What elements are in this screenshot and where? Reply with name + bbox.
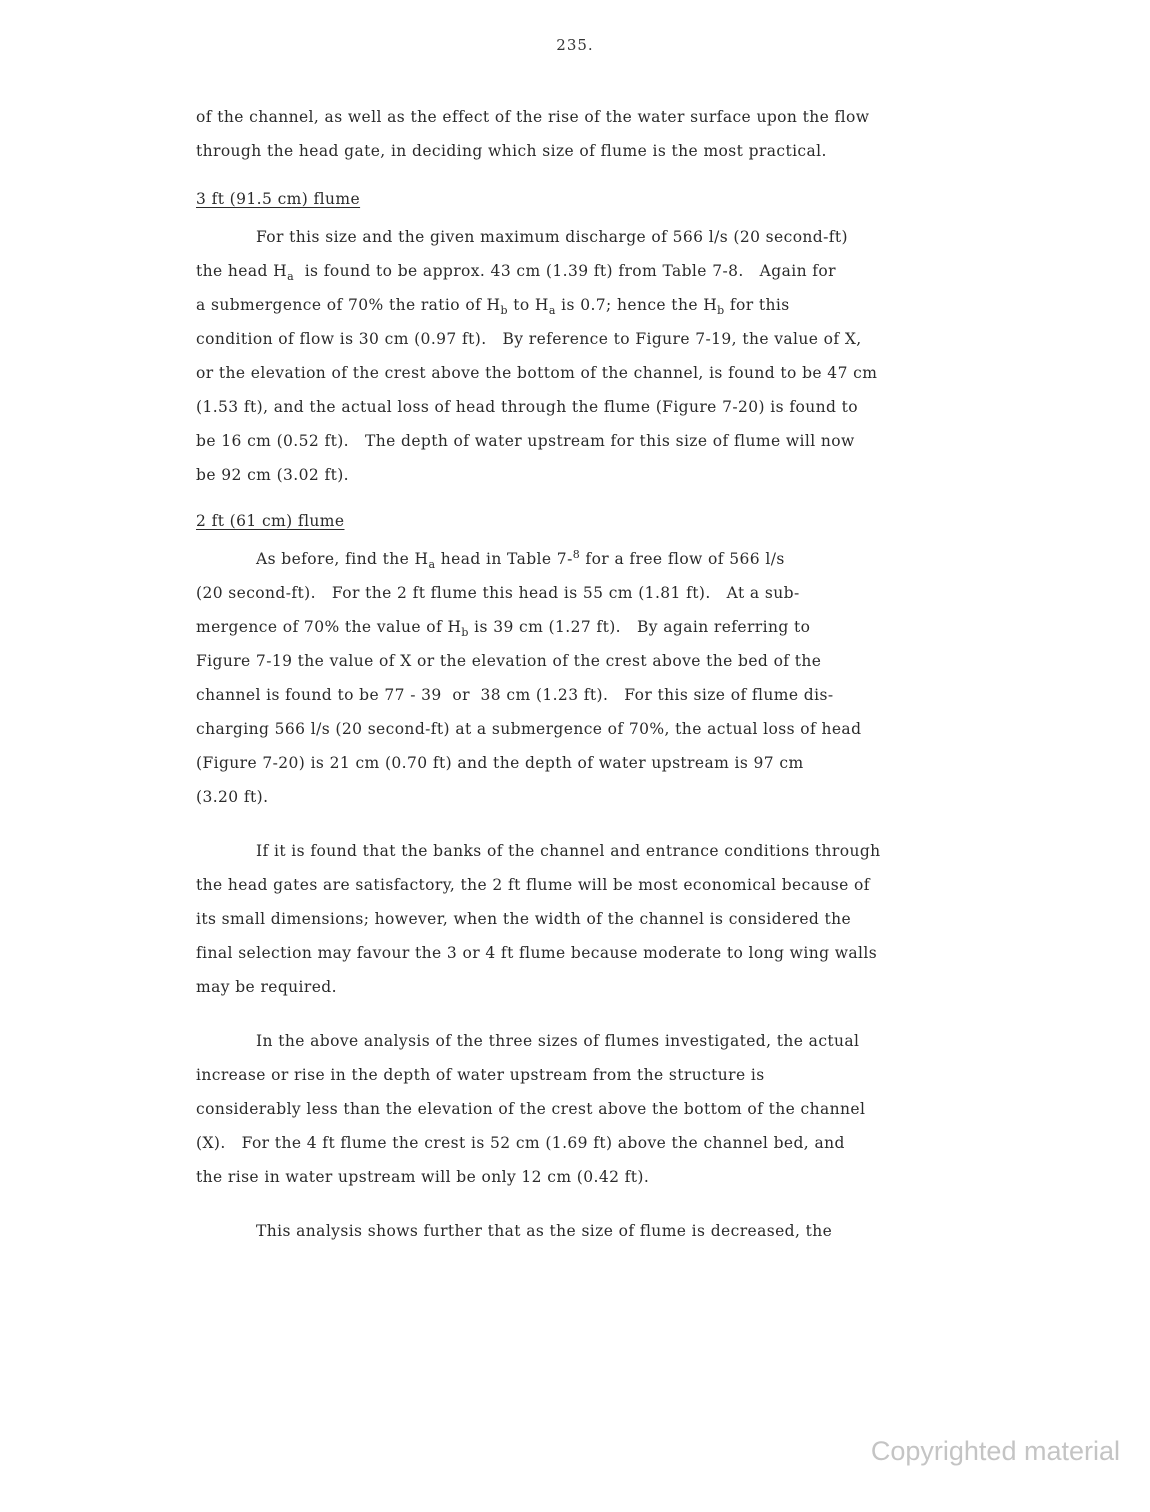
section-3ft-paragraph — [196, 220, 1026, 492]
banks-paragraph — [196, 834, 1026, 1004]
text-line: mergence of 70% the value of $H_b$ is 39 cm (1.27 ft). By again referring to — [196, 618, 811, 639]
text-line: condition of flow is 30 cm (0.97 ft). By reference to Figure 7-19, the value of X, — [196, 330, 862, 348]
text-line: or the elevation of the crest above the bottom of the channel, is found to be 47 cm — [196, 364, 878, 382]
final-paragraph — [196, 1214, 1026, 1248]
text-line: (1.53 ft), and the actual loss of head through the flume (Figure 7-20) is found to — [196, 398, 858, 416]
text-line: In the above analysis of the three sizes of flumes investigated, the actual — [256, 1032, 860, 1050]
text-line: be 16 cm (0.52 ft). The depth of water upstream for this size of flume will now — [196, 432, 855, 450]
text-line: (20 second-ft). For the 2 ft flume this head is 55 cm (1.81 ft). At a sub- — [196, 584, 800, 602]
analysis-paragraph — [196, 1024, 1026, 1194]
text-line: If it is found that the banks of the channel and entrance conditions through — [256, 842, 881, 860]
text-line: final selection may favour the 3 or 4 ft flume because moderate to long wing walls — [196, 944, 878, 962]
text-line: This analysis shows further that as the size of flume is decreased, the — [256, 1222, 833, 1240]
text-line: be 92 cm (3.02 ft). — [196, 466, 350, 484]
text-line: For this size and the given maximum discharge of 566 l/s (20 second-ft) — [256, 228, 848, 246]
text-line: considerably less than the elevation of the crest above the bottom of the channel — [196, 1100, 866, 1118]
text-line: its small dimensions; however, when the width of the channel is considered the — [196, 910, 852, 928]
section-heading-3ft-flume: 3 ft (91.5 cm) flume — [196, 190, 361, 208]
section-heading-2ft-flume: 2 ft (61 cm) flume — [196, 512, 345, 530]
page-body — [196, 100, 1026, 1248]
text-line: channel is found to be 77 - 39 or 38 cm (1.23 ft). For this size of flume dis- — [196, 686, 834, 704]
text-line: the head $H_a$ is found to be approx. 43 cm (1.39 ft) from Table 7-8. Again for — [196, 262, 836, 283]
text-line: of the channel, as well as the effect of the rise of the water surface upon the flow — [196, 108, 870, 126]
text-line: (X). For the 4 ft flume the crest is 52 cm (1.69 ft) above the channel bed, and — [196, 1134, 845, 1152]
text-line: As before, find the $H_a$ head in Table 7-$^8$ for a free flow of 566 l/s — [256, 548, 785, 571]
text-line: the rise in water upstream will be only 12 cm (0.42 ft). — [196, 1168, 650, 1186]
text-line: increase or rise in the depth of water upstream from the structure is — [196, 1066, 765, 1084]
text-line: the head gates are satisfactory, the 2 ft flume will be most economical because of — [196, 876, 870, 894]
page-number: 235. — [556, 36, 594, 54]
text-line: may be required. — [196, 978, 337, 996]
intro-paragraph — [196, 100, 1026, 168]
text-line: (Figure 7-20) is 21 cm (0.70 ft) and the depth of water upstream is 97 cm — [196, 754, 804, 772]
text-line: (3.20 ft). — [196, 788, 269, 806]
text-line: through the head gate, in deciding which size of flume is the most practical. — [196, 142, 827, 160]
section-2ft-paragraph — [196, 542, 1026, 814]
copyright-watermark: Copyrighted material — [870, 1436, 1120, 1466]
text-line: charging 566 l/s (20 second-ft) at a submergence of 70%, the actual loss of head — [196, 720, 862, 738]
text-line: a submergence of 70% the ratio of $H_b$ to $H_a$ is 0.7; hence the $H_b$ for this — [196, 296, 790, 317]
text-line: Figure 7-19 the value of X or the elevation of the crest above the bed of the — [196, 652, 822, 670]
